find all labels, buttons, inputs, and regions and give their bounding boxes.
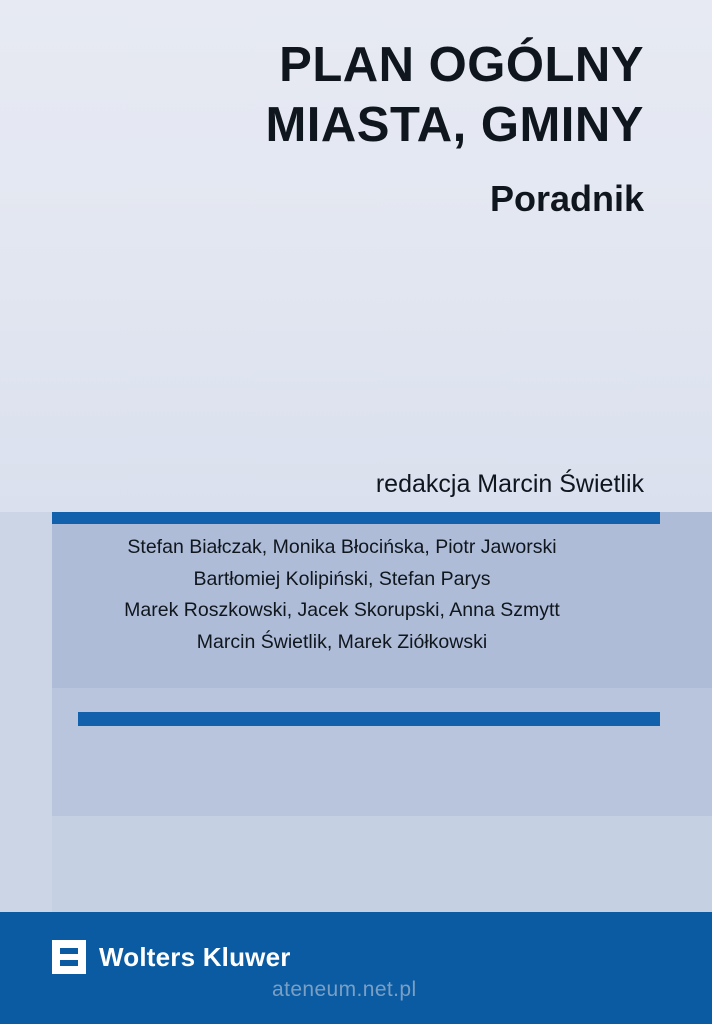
wolters-kluwer-mark-icon <box>52 940 86 974</box>
title-line-2: MIASTA, GMINY <box>265 97 644 152</box>
editor-credit: redakcja Marcin Świetlik <box>375 470 644 498</box>
subtitle: Poradnik <box>489 177 644 219</box>
divider-rule-bottom <box>78 712 660 726</box>
author-line: Marcin Świetlik, Marek Ziółkowski <box>196 630 488 653</box>
author-line: Stefan Białczak, Monika Błocińska, Piotr Jaworski <box>127 536 557 558</box>
publisher-logo <box>52 940 291 974</box>
authors-block <box>40 532 672 658</box>
title-line-1: PLAN OGÓLNY <box>279 38 644 92</box>
background-band-mid-lower <box>0 688 712 816</box>
background-band-lower <box>0 816 712 912</box>
publisher-name: Wolters Kluwer <box>99 941 291 972</box>
divider-rule-top <box>52 512 660 524</box>
title-block <box>40 36 672 220</box>
watermark: ateneum.net.pl <box>272 978 417 1001</box>
author-line: Bartłomiej Kolipiński, Stefan Parys <box>193 567 491 590</box>
author-line: Marek Roszkowski, Jacek Skorupski, Anna Szmytt <box>124 599 560 622</box>
